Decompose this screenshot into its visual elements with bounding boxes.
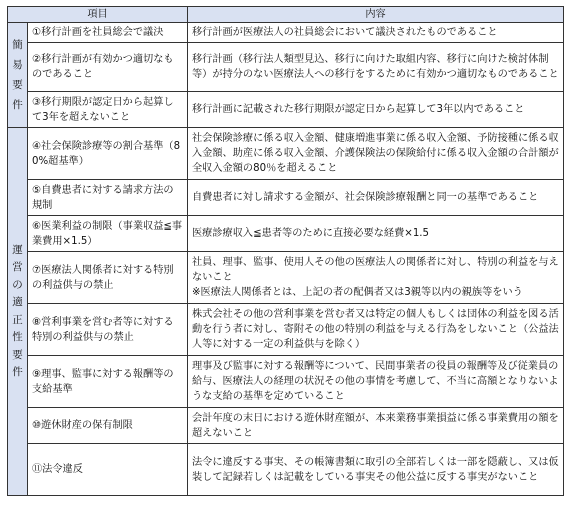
- item-cell: ③移行期限が認定日から起算して3年を超えないこと: [28, 92, 188, 128]
- content-cell: 理事及び監事に対する報酬等について、民間事業者の役員の報酬等及び従業員の給与、医療法人の経理の状況その他の事情を考慮して、不当に高額となりないような支給の基準を定めていること: [188, 356, 564, 408]
- item-cell: ⑦医療法人関係者に対する特別の利益供与の禁止: [28, 252, 188, 304]
- table-row: [8, 356, 564, 408]
- table-row: [8, 216, 564, 252]
- item-cell: ⑩遊休財産の保有制限: [28, 408, 188, 444]
- content-text: 社員、理事、監事、使用人その他の医療法人の関係者に対し、特別の利益を与えないこと: [192, 257, 559, 283]
- requirements-table: [7, 6, 564, 496]
- table-header-row: [8, 7, 564, 23]
- item-cell: ⑪法令違反: [28, 444, 188, 496]
- header-content: 内容: [188, 7, 564, 23]
- table-row: [8, 252, 564, 304]
- item-cell: ⑨理事、監事に対する報酬等の支給基準: [28, 356, 188, 408]
- table-row: [8, 23, 564, 43]
- item-cell: ①移行計画を社員総会で議決: [28, 23, 188, 43]
- table-row: [8, 128, 564, 180]
- content-cell: 社会保険診療に係る収入金額、健康増進事業に係る収入金額、予防接種に係る収入金額、助産に係る収入金額、介護保険法の保険給付に係る収入金額の合計額が全収入金額の80％を超えること: [188, 128, 564, 180]
- table-row: [8, 43, 564, 92]
- table-row: [8, 444, 564, 496]
- table-row: [8, 304, 564, 356]
- table-row: [8, 408, 564, 444]
- category-label: 簡易要件: [12, 39, 23, 111]
- category-operation: [8, 128, 28, 496]
- content-cell: 移行計画（移行法人類型見込、移行に向けた取組内容、移行に向けた検討体制等）が持分のない医療法人への移行をするために有効かつ適切なものであること: [188, 43, 564, 92]
- content-note: ※医療法人関係者とは、上記の者の配偶者又は3親等以内の親族等をいう: [192, 287, 523, 298]
- content-cell: 自費患者に対し請求する金額が、社会保険診療報酬と同一の基準であること: [188, 180, 564, 216]
- item-cell: ⑤自費患者に対する請求方法の規制: [28, 180, 188, 216]
- content-cell: 法令に違反する事実、その帳簿書類に取引の全部若しくは一部を隠蔽し、又は仮装して記録若しくは記載をしている事実その他公益に反する事実がないこと: [188, 444, 564, 496]
- header-item: 項目: [8, 7, 188, 23]
- table-row: [8, 180, 564, 216]
- item-cell: ⑧営利事業を営む者等に対する特別の利益供与の禁止: [28, 304, 188, 356]
- content-cell: [188, 252, 564, 304]
- requirements-table-wrapper: [7, 6, 564, 496]
- item-cell: ②移行計画が有効かつ適切なものであること: [28, 43, 188, 92]
- item-cell: ④社会保険診療等の割合基準（80%超基準）: [28, 128, 188, 180]
- content-cell: 移行計画に記載された移行期限が認定日から起算して3年以内であること: [188, 92, 564, 128]
- table-row: [8, 92, 564, 128]
- content-cell: 株式会社その他の営利事業を営む者又は特定の個人もしくは団体の利益を図る活動を行う者に対し、寄附その他の特別の利益を与える行為をしないこと（公益法人等に対する一定の利益供与を除く）: [188, 304, 564, 356]
- item-cell: ⑥医業利益の制限（事業収益≦事業費用×1.5）: [28, 216, 188, 252]
- category-simple: [8, 23, 28, 128]
- content-cell: 医療診療収入≦患者等のために直接必要な経費×1.5: [188, 216, 564, 252]
- content-cell: 会計年度の末日における遊休財産額が、本来業務事業損益に係る事業費用の額を超えないこと: [188, 408, 564, 444]
- category-label: 運営の適正性要件: [12, 243, 23, 378]
- content-cell: 移行計画が医療法人の社員総会において議決されたものであること: [188, 23, 564, 43]
